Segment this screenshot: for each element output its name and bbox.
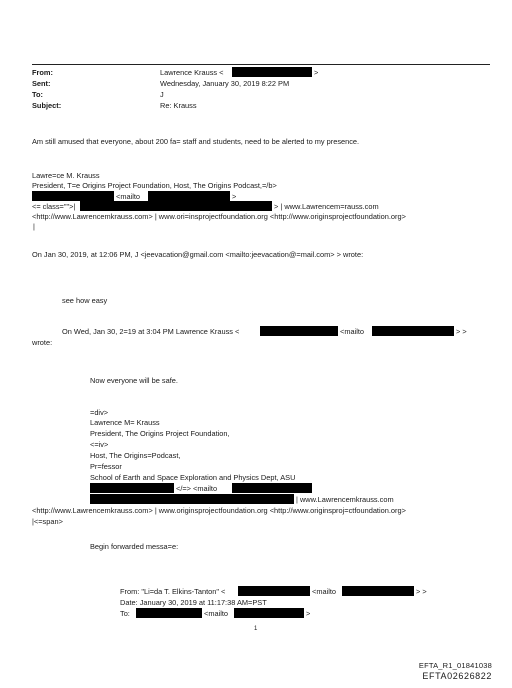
signature-line: =div> bbox=[90, 408, 109, 417]
redaction-bar bbox=[372, 326, 454, 336]
from-label: From: bbox=[32, 68, 53, 77]
signature-school: School of Earth and Space Exploration and Physics Dept, ASU bbox=[90, 473, 296, 482]
forward-intro: Begin forwarded messa=e: bbox=[90, 542, 179, 551]
signature-host: Host, The Origins=Podcast, bbox=[90, 451, 181, 460]
signature-mailto-end: > bbox=[232, 192, 237, 201]
redaction-bar bbox=[234, 608, 304, 618]
forward-mailto-end: > > bbox=[416, 587, 427, 596]
body-line: Am still amused that everyone, about 200 fa= staff and students, need to be alerted to my presence. bbox=[32, 137, 360, 146]
signature-links: <http://www.Lawrencemkrauss.com> | www.ori=insprojectfoundation.org <http://www.originsprojectfoundation.org> bbox=[32, 212, 406, 221]
redaction-bar bbox=[260, 326, 338, 336]
sent-value: Wednesday, January 30, 2019 8:22 PM bbox=[160, 79, 290, 88]
quote-text: Now everyone will be safe. bbox=[90, 376, 178, 385]
from-value-end: > bbox=[314, 68, 319, 77]
signature-title: President, The Origins Project Foundation, bbox=[90, 429, 230, 438]
forward-to-end: > bbox=[306, 609, 311, 618]
page-number: 1 bbox=[254, 626, 258, 632]
redaction-bar bbox=[148, 191, 230, 201]
redaction-bar bbox=[238, 586, 310, 596]
signature-mailto: <mailto bbox=[116, 192, 141, 201]
signature-prof: Pr=fessor bbox=[90, 462, 122, 471]
bates-number: EFTA02626822 bbox=[422, 671, 492, 681]
signature-line: <=iv> bbox=[90, 440, 109, 449]
signature-span: |<=span> bbox=[32, 517, 63, 526]
forward-date: Date: January 30, 2019 at 11:17:38 AM=PST bbox=[120, 598, 267, 607]
bates-number: EFTA_R1_01841038 bbox=[418, 661, 492, 670]
signature-title: President, T=e Origins Project Foundation, Host, The Origins Podcast,=/b> bbox=[32, 181, 277, 190]
signature-name: Lawre=ce M. Krauss bbox=[32, 171, 100, 180]
quote-mailto: <mailto bbox=[340, 327, 365, 336]
redaction-bar bbox=[136, 608, 202, 618]
sent-label: Sent: bbox=[32, 79, 51, 88]
quote-text: see how easy bbox=[62, 296, 108, 305]
signature-class: <= class="">| bbox=[32, 202, 76, 211]
signature-mailto: </=> <mailto bbox=[176, 484, 218, 493]
signature-name: Lawrence M= Krauss bbox=[90, 418, 160, 427]
signature-site: | www.Lawrencemkrauss.com bbox=[296, 495, 394, 504]
quote-header: On Jan 30, 2019, at 12:06 PM, J <jeevacation@gmail.com <mailto:jeevacation@=mail.com> > wrote: bbox=[32, 250, 364, 259]
signature-links: <http://www.Lawrencemkrauss.com> | www.originsprojectfoundation.org <http://www.originsproj=ctfoundation.org> bbox=[32, 506, 406, 515]
forward-mailto: <mailto bbox=[312, 587, 337, 596]
forward-from: From: "Li=da T. Elkins-Tanton" < bbox=[120, 587, 226, 596]
signature-bar: | bbox=[33, 222, 35, 231]
from-value: Lawrence Krauss < bbox=[160, 68, 224, 77]
subject-label: Subject: bbox=[32, 101, 62, 110]
signature-site: > | www.Lawrencem=rauss.com bbox=[274, 202, 379, 211]
quote-wrote: wrote: bbox=[32, 338, 53, 347]
quote-header: On Wed, Jan 30, 2=19 at 3:04 PM Lawrence Krauss < bbox=[62, 327, 240, 336]
redaction-bar bbox=[90, 494, 294, 504]
to-label: To: bbox=[32, 90, 43, 99]
redaction-bar bbox=[232, 483, 312, 493]
redaction-bar bbox=[32, 191, 114, 201]
subject-value: Re: Krauss bbox=[160, 101, 197, 110]
redaction-bar bbox=[232, 67, 312, 77]
redaction-bar bbox=[90, 483, 174, 493]
to-value: J bbox=[160, 90, 164, 99]
header-divider bbox=[32, 64, 490, 65]
quote-mailto-end: > > bbox=[456, 327, 467, 336]
forward-to-mailto: <mailto bbox=[204, 609, 229, 618]
redaction-bar bbox=[80, 201, 272, 211]
redaction-bar bbox=[342, 586, 414, 596]
forward-to: To: bbox=[120, 609, 130, 618]
